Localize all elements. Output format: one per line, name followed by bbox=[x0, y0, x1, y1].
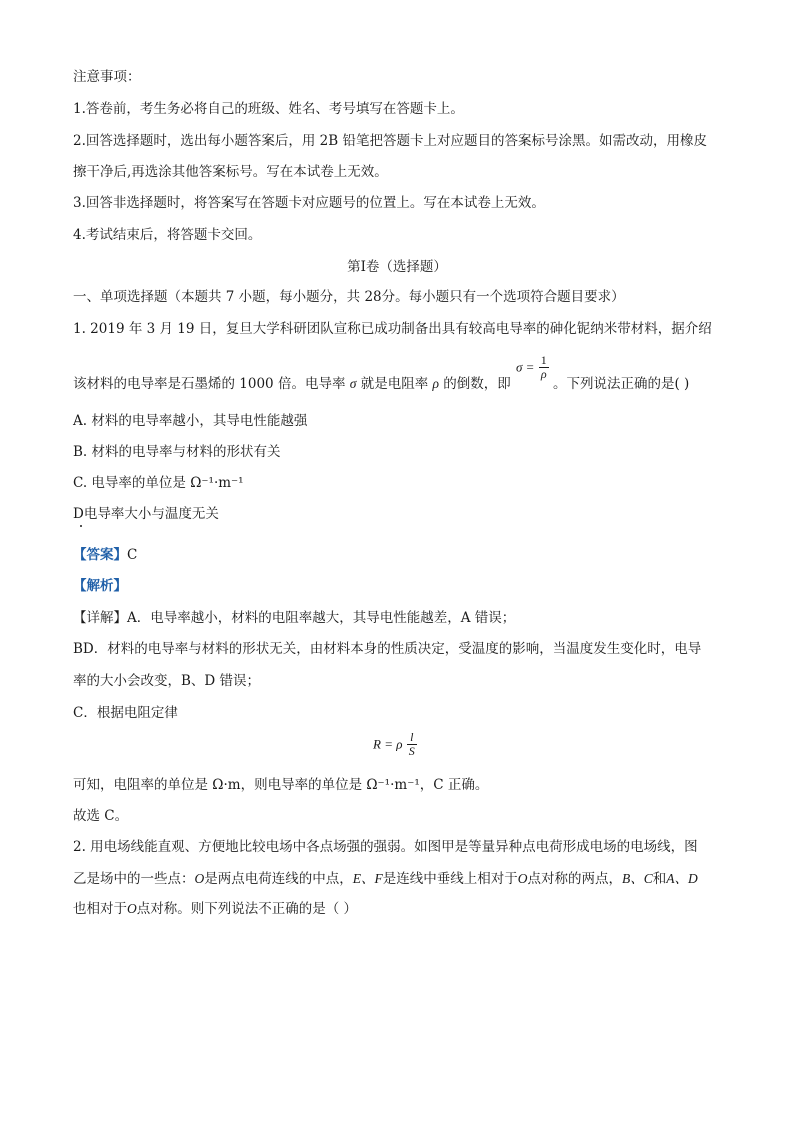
notice-item-3: 3.回答非选择题时，将答案写在答题卡对应题号的位置上。写在本试卷上无效。 bbox=[73, 195, 545, 211]
q1-text-a: 该材料的电导率是石墨烯的 1000 倍。电导率 bbox=[73, 376, 346, 392]
formula-numerator: 1 bbox=[540, 353, 547, 367]
point-o-2: O bbox=[517, 871, 528, 886]
q2-text-g: 点对称。则下列说法不正确的是（ ） bbox=[136, 901, 358, 917]
choice-line: 故选 C。 bbox=[73, 808, 129, 824]
notice-item-1: 1.答卷前，考生务必将自己的班级、姓名、考号填写在答题卡上。 bbox=[73, 101, 464, 117]
notice-item-2-cont: 擦干净后,再选涂其他答案标号。写在本试卷上无效。 bbox=[73, 164, 388, 180]
notice-title: 注意事项： bbox=[73, 69, 141, 85]
formula-fraction bbox=[539, 354, 549, 381]
detail-a bbox=[73, 609, 515, 627]
q1-text-d: 。下列说法正确的是( ) bbox=[553, 376, 690, 392]
answer-value: C bbox=[127, 547, 138, 563]
analysis-label: 【解析】 bbox=[73, 578, 127, 594]
q2-text-f: 也相对于 bbox=[73, 901, 127, 917]
points-ef: E、F bbox=[352, 871, 383, 886]
q2-text-b: 是两点电荷连线的中点， bbox=[204, 871, 353, 887]
detail-bd-2: 率的大小会改变，B、D 错误； bbox=[73, 673, 261, 689]
option-c: C. 电导率的单位是 Ω⁻¹·m⁻¹ bbox=[73, 475, 244, 491]
conductivity-formula bbox=[516, 354, 549, 381]
conclusion: 可知，电阻率的单位是 Ω·m，则电导率的单位是 Ω⁻¹·m⁻¹，C 正确。 bbox=[73, 777, 489, 793]
points-bc: B、C bbox=[622, 871, 653, 886]
q1-text-b: 就是电阻率 bbox=[360, 376, 429, 392]
detail-label: 【详解】 bbox=[73, 610, 127, 626]
option-a: A. 材料的电导率越小，其导电性能越强 bbox=[73, 413, 308, 429]
stray-dot bbox=[80, 525, 82, 527]
answer-line bbox=[73, 546, 137, 564]
detail-c: C．根据电阻定律 bbox=[73, 705, 178, 721]
q1-text-c: 的倒数，即 bbox=[443, 376, 511, 392]
law-numerator: l bbox=[407, 731, 417, 745]
point-o: O bbox=[194, 871, 205, 886]
formula-lhs: σ = bbox=[516, 359, 535, 375]
sigma-symbol: σ bbox=[349, 376, 357, 391]
point-o-3: O bbox=[127, 901, 137, 916]
q2-text-d: 点对称的两点， bbox=[527, 871, 622, 887]
volume-title: 第Ⅰ卷（选择题） bbox=[347, 259, 447, 275]
question-1-line-1: 1. 2019 年 3 月 19 日，复旦大学科研团队宣称已成功制备出具有较高电导率的砷化铌纳米带材料，据介绍 bbox=[73, 321, 712, 337]
q2-text-a: 乙是场中的一些点： bbox=[73, 871, 195, 887]
notice-item-4: 4.考试结束后，将答题卡交回。 bbox=[73, 227, 262, 243]
detail-bd-1: BD．材料的电导率与材料的形状无关，由材料本身的性质决定，受温度的影响，当温度发生变化时，电导 bbox=[73, 641, 702, 657]
question-2-line-3 bbox=[73, 900, 357, 918]
answer-label: 【答案】 bbox=[73, 547, 127, 563]
option-d: D电导率大小与温度无关 bbox=[73, 506, 219, 522]
resistance-law-formula bbox=[373, 731, 417, 758]
q2-text-c: 是连线中垂线上相对于 bbox=[382, 871, 518, 887]
question-2-line-2 bbox=[73, 870, 698, 888]
law-fraction bbox=[407, 731, 417, 758]
question-1-line-2 bbox=[73, 375, 511, 393]
law-lhs: R = ρ bbox=[373, 736, 403, 752]
law-denominator: S bbox=[408, 744, 415, 758]
points-ad: A、D bbox=[666, 871, 698, 886]
option-b: B. 材料的电导率与材料的形状有关 bbox=[73, 444, 281, 460]
rho-symbol: ρ bbox=[432, 376, 439, 391]
section-header: 一、单项选择题（本题共 7 小题，每小题分，共 28分。每小题只有一个选项符合题目要求） bbox=[73, 289, 625, 305]
notice-item-2: 2.回答选择题时，选出每小题答案后，用 2B 铅笔把答题卡上对应题目的答案标号涂黑。如需改动，用橡皮 bbox=[73, 133, 707, 149]
q2-text-e: 和 bbox=[652, 871, 667, 887]
formula-denominator: ρ bbox=[540, 367, 547, 381]
question-2-line-1: 2. 用电场线能直观、方便地比较电场中各点场强的强弱。如图甲是等量异种点电荷形成电场的电场线，图 bbox=[73, 839, 698, 855]
detail-a-text: A．电导率越小，材料的电阻率越大，其导电性能越差，A 错误； bbox=[127, 610, 516, 626]
